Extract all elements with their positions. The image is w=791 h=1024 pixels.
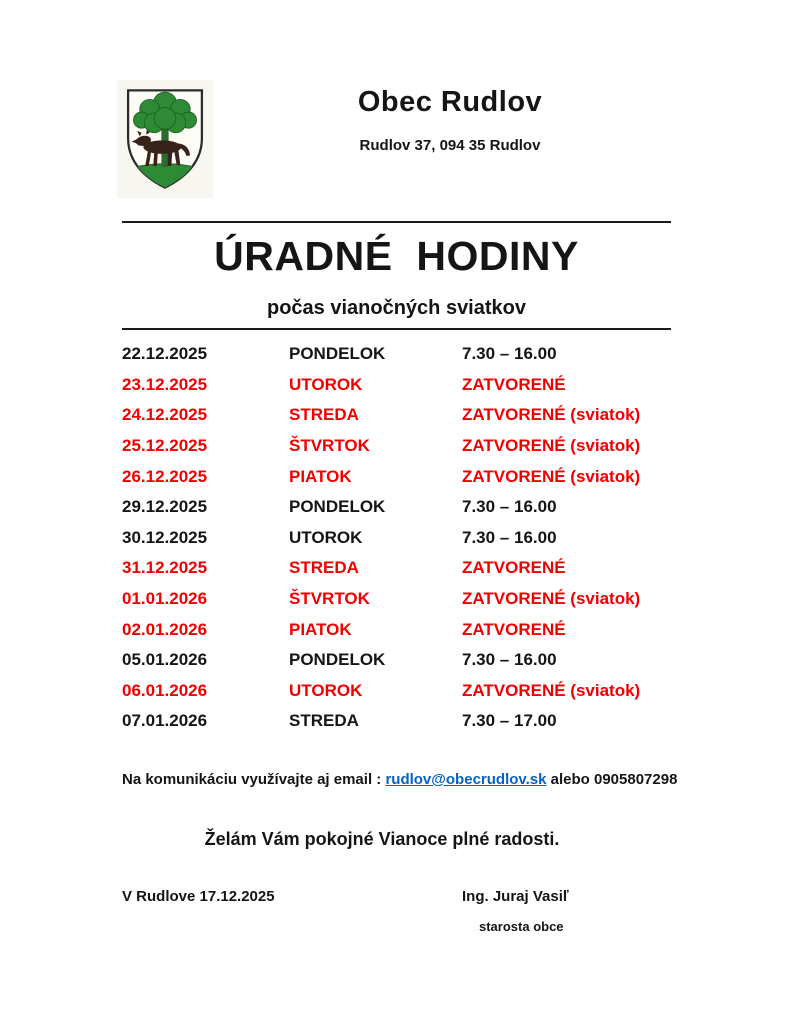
schedule-row — [122, 370, 682, 401]
date-cell: 29.12.2025 — [122, 497, 208, 517]
hours-cell: 7.30 – 16.00 — [462, 527, 557, 547]
signature-name: Ing. Juraj Vasiľ — [462, 888, 569, 905]
date-cell: 22.12.2025 — [122, 344, 208, 364]
page-title: ÚRADNÉ HODINY — [214, 233, 579, 279]
hours-cell: 7.30 – 17.00 — [462, 711, 557, 731]
coat-of-arms-icon — [120, 83, 210, 195]
schedule-row — [122, 706, 682, 737]
date-cell: 02.01.2026 — [122, 619, 208, 639]
hours-cell: ZATVORENÉ (sviatok) — [462, 405, 641, 425]
day-cell: PIATOK — [289, 466, 352, 486]
org-address: Rudlov 37, 094 35 Rudlov — [359, 137, 541, 154]
email-link[interactable]: rudlov@obecrudlov.sk — [385, 771, 547, 788]
schedule-row — [122, 523, 682, 554]
hours-cell: ZATVORENÉ (sviatok) — [462, 589, 641, 609]
schedule-row — [122, 553, 682, 584]
day-cell: PONDELOK — [289, 650, 386, 670]
hours-cell: ZATVORENÉ (sviatok) — [462, 680, 641, 700]
schedule-row — [122, 400, 682, 431]
day-cell: ŠTVRTOK — [289, 436, 370, 456]
hours-cell: ZATVORENÉ (sviatok) — [462, 436, 641, 456]
day-cell: UTOROK — [289, 374, 363, 394]
schedule-row — [122, 461, 682, 492]
date-cell: 24.12.2025 — [122, 405, 208, 425]
hours-cell: ZATVORENÉ (sviatok) — [462, 466, 641, 486]
day-cell: PIATOK — [289, 619, 352, 639]
date-cell: 23.12.2025 — [122, 374, 208, 394]
schedule-row — [122, 492, 682, 523]
hours-cell: ZATVORENÉ — [462, 558, 566, 578]
contact-prefix: Na komunikáciu využívajte aj email : — [122, 771, 386, 788]
signature-role: starosta obce — [479, 919, 564, 934]
schedule-row — [122, 431, 682, 462]
divider-line-top — [122, 221, 671, 223]
date-cell: 25.12.2025 — [122, 436, 208, 456]
divider-line-bottom — [122, 328, 671, 330]
date-cell: 05.01.2026 — [122, 650, 208, 670]
date-cell: 06.01.2026 — [122, 680, 208, 700]
day-cell: PONDELOK — [289, 497, 386, 517]
header — [300, 86, 600, 154]
hours-cell: ZATVORENÉ — [462, 374, 566, 394]
date-cell: 30.12.2025 — [122, 527, 208, 547]
schedule-table — [122, 339, 682, 737]
signature-place-date: V Rudlove 17.12.2025 — [122, 888, 275, 905]
date-cell: 31.12.2025 — [122, 558, 208, 578]
date-cell: 26.12.2025 — [122, 466, 208, 486]
day-cell: STREDA — [289, 711, 359, 731]
schedule-row — [122, 339, 682, 370]
day-cell: PONDELOK — [289, 344, 386, 364]
page-subtitle: počas vianočných sviatkov — [266, 297, 526, 319]
hours-cell: 7.30 – 16.00 — [462, 650, 557, 670]
coat-of-arms — [117, 80, 213, 198]
schedule-row — [122, 584, 682, 615]
day-cell: ŠTVRTOK — [289, 589, 370, 609]
day-cell: STREDA — [289, 405, 359, 425]
schedule-row — [122, 676, 682, 707]
day-cell: UTOROK — [289, 680, 363, 700]
date-cell: 01.01.2026 — [122, 589, 208, 609]
contact-note — [122, 771, 722, 788]
hours-cell: ZATVORENÉ — [462, 619, 566, 639]
org-name: Obec Rudlov — [357, 86, 543, 118]
schedule-row — [122, 614, 682, 645]
hours-cell: 7.30 – 16.00 — [462, 344, 557, 364]
greeting-text: Želám Vám pokojné Vianoce plné radosti. — [204, 829, 560, 849]
schedule-row — [122, 645, 682, 676]
contact-suffix: alebo 0905807298 — [546, 771, 678, 788]
date-cell: 07.01.2026 — [122, 711, 208, 731]
day-cell: STREDA — [289, 558, 359, 578]
hours-cell: 7.30 – 16.00 — [462, 497, 557, 517]
day-cell: UTOROK — [289, 527, 363, 547]
